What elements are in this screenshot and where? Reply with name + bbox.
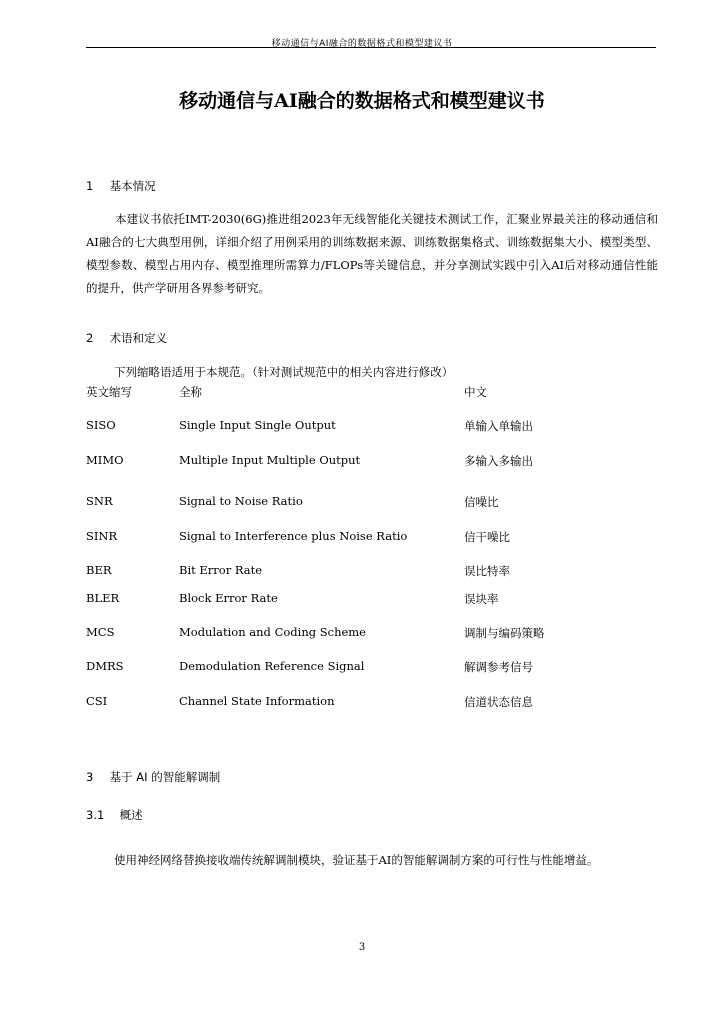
section-3-1-number: 3.1 [86, 808, 105, 822]
section-3-title: 基于 AI 的智能解调制 [109, 770, 221, 784]
page-number: 3 [358, 942, 366, 953]
section-3-1-heading [86, 807, 143, 823]
row-full: Signal to Noise Ratio [179, 494, 303, 508]
table-row [86, 418, 656, 436]
column-header-full: 全称 [179, 385, 202, 399]
column-header-zh: 中文 [464, 385, 487, 399]
row-full: Multiple Input Multiple Output [179, 453, 361, 467]
section-2-intro: 下列缩略语适用于本规范。（针对测试规范中的相关内容进行修改） [114, 365, 454, 379]
row-full: Signal to Interference plus Noise Ratio [179, 529, 408, 543]
table-row [86, 494, 656, 512]
row-zh: 信噪比 [464, 495, 499, 509]
table-row [86, 659, 656, 677]
row-full: Channel State Information [179, 694, 335, 708]
header-rule [86, 47, 656, 48]
row-zh: 多输入多输出 [464, 454, 533, 468]
row-zh: 信道状态信息 [464, 695, 533, 709]
row-abbr: MCS [86, 625, 115, 639]
table-row [86, 529, 656, 547]
section-3-number: 3 [86, 770, 94, 784]
column-header-abbr: 英文缩写 [86, 385, 132, 399]
table-row [86, 591, 656, 609]
row-full: Modulation and Coding Scheme [179, 625, 366, 639]
table-row [86, 625, 656, 643]
row-abbr: DMRS [86, 659, 124, 673]
section-2-number: 2 [86, 331, 94, 345]
table-row [86, 694, 656, 712]
section-3-1-paragraph: 使用神经网络替换接收端传统解调制模块，验证基于AI的智能解调制方案的可行性与性能增益。 [114, 853, 599, 867]
row-zh: 信干噪比 [464, 530, 510, 544]
row-zh: 单输入单输出 [464, 419, 533, 433]
row-abbr: MIMO [86, 453, 124, 467]
section-1-heading [86, 178, 156, 194]
section-1-paragraph: 本建议书依托IMT-2030(6G)推进组2023年无线智能化关键技术测试工作，汇聚业界最关注的移动通信和AI融合的七大典型用例，详细介绍了用例采用的训练数据来源、训练数据集格式、训练数据集大小、模型类型、模型参数、模型占用内存、模型推理所需算力/FLOPs等关键信息，并分享测试实践中引入AI后对移动通信性能的提升，供产学研用各界参考研究。 [86, 212, 658, 295]
row-full: Block Error Rate [179, 591, 278, 605]
section-1-title: 基本情况 [109, 179, 156, 193]
table-header-row [86, 384, 656, 402]
row-zh: 调制与编码策略 [464, 626, 545, 640]
row-abbr: SINR [86, 529, 118, 543]
row-full: Bit Error Rate [179, 563, 263, 577]
table-row [86, 563, 656, 581]
document-title: 移动通信与AI融合的数据格式和模型建议书 [179, 90, 545, 112]
row-abbr: SISO [86, 418, 116, 432]
table-row [86, 453, 656, 471]
row-zh: 解调参考信号 [464, 660, 533, 674]
row-zh: 误块率 [464, 592, 499, 606]
row-zh: 误比特率 [464, 564, 510, 578]
section-3-heading [86, 769, 220, 785]
section-3-1-title: 概述 [119, 808, 143, 822]
row-full: Single Input Single Output [179, 418, 336, 432]
row-abbr: BER [86, 563, 112, 577]
row-abbr: CSI [86, 694, 108, 708]
running-header: 移动通信与AI融合的数据格式和模型建议书 [271, 39, 453, 49]
row-full: Demodulation Reference Signal [179, 659, 365, 673]
section-2-heading [86, 330, 167, 346]
row-abbr: BLER [86, 591, 120, 605]
section-1-number: 1 [86, 179, 94, 193]
row-abbr: SNR [86, 494, 113, 508]
section-2-title: 术语和定义 [109, 331, 168, 345]
